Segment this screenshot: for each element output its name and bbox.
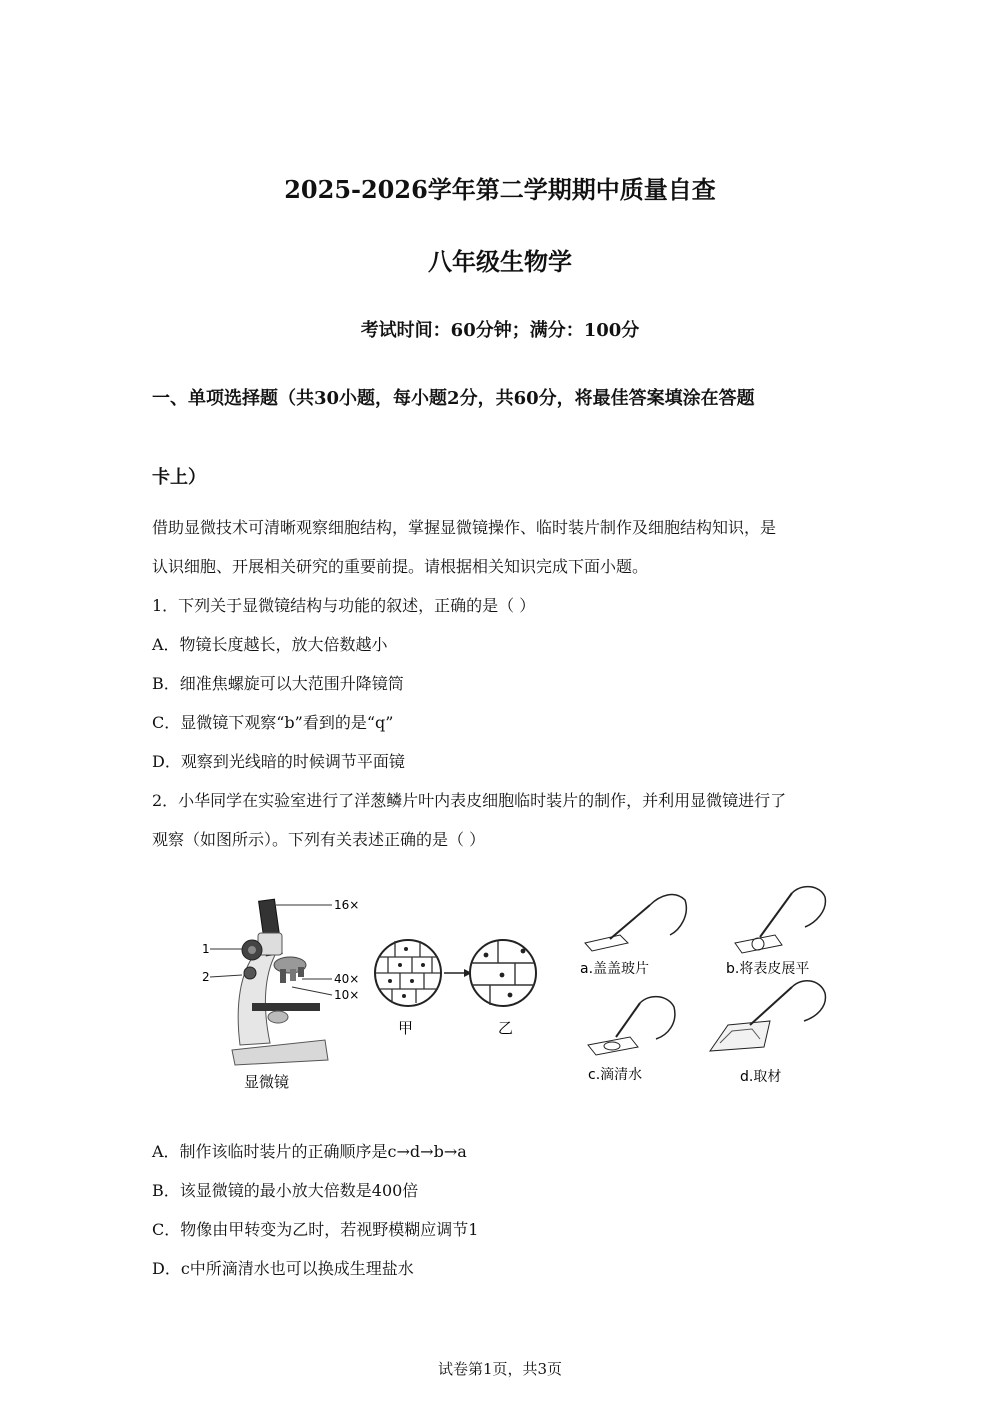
step-a-illustration [585,895,686,951]
exam-subtitle: 八年级生物学 [428,247,572,276]
step-b-illustration [735,887,825,953]
step-d-label: d.取材 [740,1069,782,1085]
part-1-label: 1 [202,942,210,956]
exam-info: 考试时间：60分钟；满分：100分 [360,320,640,341]
microscope-illustration [210,899,332,1065]
part-2-label: 2 [202,970,210,984]
microscope-caption: 显微镜 [244,1073,290,1091]
view-yi-illustration [470,940,536,1006]
view-yi-label: 乙 [498,1019,514,1037]
q1-option-b: B．细准焦螺旋可以大范围升降镜筒 [152,674,404,693]
q2-option-b: B．该显微镜的最小放大倍数是400倍 [152,1181,419,1200]
q2-option-d: D．c中所滴清水也可以换成生理盐水 [152,1259,414,1278]
q1-option-c: C．显微镜下观察“b”看到的是“q” [152,713,394,732]
eyepiece-label: 16× [334,898,360,912]
q1-stem: 1．下列关于显微镜结构与功能的叙述，正确的是（ ） [152,596,536,615]
view-jia-illustration [375,940,441,1006]
objective-high-label: 40× [334,972,360,986]
q2-stem: 2．小华同学在实验室进行了洋葱鳞片叶内表皮细胞临时装片的制作，并利用显微镜进行了 [152,791,787,810]
q2-option-a: A．制作该临时装片的正确顺序是c→d→b→a [152,1142,467,1161]
step-b-label: b.将表皮展平 [726,961,810,977]
exam-title: 2025-2026学年第二学期期中质量自查 [284,175,716,204]
section-heading-cont: 卡上） [152,467,206,488]
objective-low-label: 10× [334,988,360,1002]
page-footer: 试卷第1页，共3页 [437,1360,563,1378]
step-a-label: a.盖盖玻片 [580,961,650,977]
intro-line-2: 认识细胞、开展相关研究的重要前提。请根据相关知识完成下面小题。 [152,557,649,576]
q2-stem-cont: 观察（如图所示）。下列有关表述正确的是（ ） [152,830,486,849]
section-heading: 一、单项选择题（共30小题，每小题2分，共60分，将最佳答案填涂在答题 [152,388,755,409]
step-c-label: c.滴清水 [588,1067,643,1083]
intro-line-1: 借助显微技术可清晰观察细胞结构，掌握显微镜操作、临时装片制作及细胞结构知识，是 [152,518,777,537]
step-c-illustration [588,997,675,1055]
experiment-figure [180,875,860,1100]
q1-option-d: D．观察到光线暗的时候调节平面镜 [152,752,405,771]
step-d-illustration [710,981,825,1051]
view-jia-label: 甲 [398,1019,414,1037]
q1-option-a: A．物镜长度越长，放大倍数越小 [152,635,388,654]
q2-option-c: C．物像由甲转变为乙时，若视野模糊应调节1 [152,1220,479,1239]
